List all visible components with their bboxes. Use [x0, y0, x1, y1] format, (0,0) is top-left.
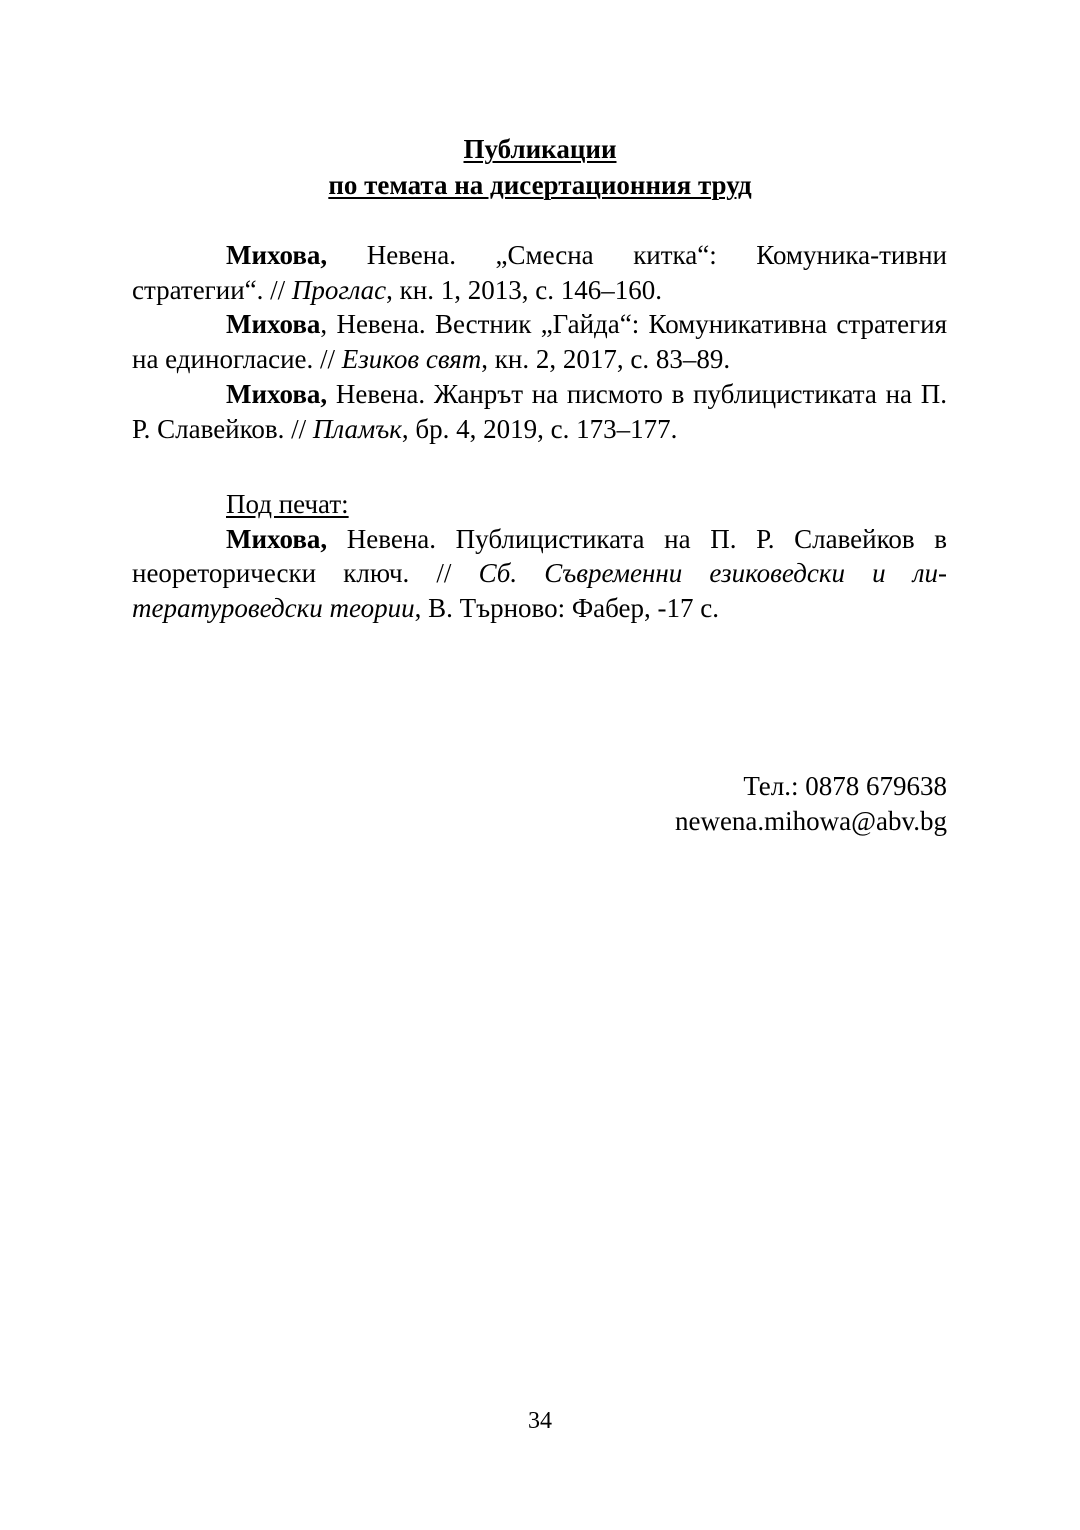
publication-entry — [132, 307, 947, 376]
in-press-section — [132, 487, 947, 626]
publication-details: , бр. 4, 2019, с. 173–177. — [401, 413, 678, 444]
publication-entry — [132, 238, 947, 307]
title-line-2: по темата на дисертационния труд — [328, 170, 752, 200]
author-name: Михова, — [226, 378, 328, 409]
publication-details: , В. Търново: Фабер, -17 с. — [414, 593, 720, 624]
journal-title: Пламък — [312, 413, 402, 444]
publication-text: Невена. Жанрът на писмото в публицистиката на П. Р. Славейков. // — [132, 378, 947, 444]
phone-number: Тел.: 0878 679638 — [743, 771, 947, 801]
contact-block — [675, 769, 947, 839]
publication-details: , кн. 1, 2013, с. 146–160. — [386, 274, 662, 305]
page-title — [0, 131, 1080, 203]
author-name: Михова, — [226, 523, 328, 554]
page-number: 34 — [528, 1408, 552, 1434]
publications-list — [132, 238, 947, 446]
journal-title: Езиков свят — [341, 344, 482, 375]
publication-text: Невена. „Смесна китка“: Комуника-тивни стратегии“. // — [132, 240, 947, 305]
publication-entry — [132, 377, 947, 446]
in-press-label: Под печат: — [226, 489, 349, 519]
author-name: Михова — [226, 309, 321, 340]
collection-title: Сб. Съвременни езиковедски и ли-тературоведски теории — [132, 558, 947, 624]
publication-details: , кн. 2, 2017, с. 83–89. — [481, 344, 731, 375]
email-address: newena.mihowa@abv.bg — [674, 806, 947, 836]
journal-title: Проглас — [291, 274, 387, 305]
publication-text: , Невена. Вестник „Гайда“: Комуникативна стратегия на единогласие. // — [132, 309, 947, 375]
publication-entry — [132, 522, 947, 626]
publication-text: Невена. Публицистиката на П. Р. Славейков в неореторически ключ. // — [132, 523, 947, 589]
title-line-1: Публикации — [463, 134, 617, 164]
author-name: Михова, — [226, 240, 328, 270]
